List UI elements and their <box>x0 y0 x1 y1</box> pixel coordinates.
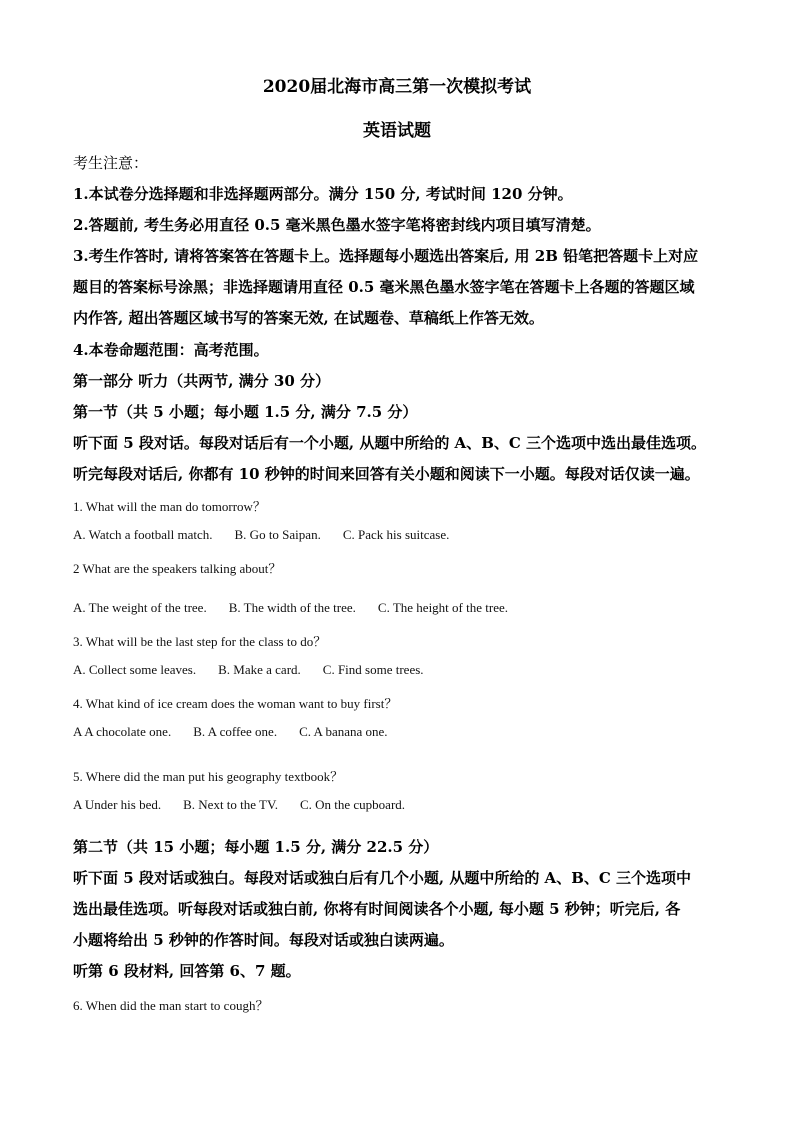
notice-item: 2.答题前, 考生务必用直径 0.5 毫米黑色墨水签字笔将密封线内项目填写清楚。 <box>73 216 601 234</box>
section2-instruction: 听下面 5 段对话或独白。每段对话或独白后有几个小题, 从题中所给的 A、B、C 三个选项中 <box>73 869 692 887</box>
question-6: 6. When did the man start to cough？ <box>73 998 269 1013</box>
options-row <box>73 797 427 813</box>
notice-item: 3.考生作答时, 请将答案答在答题卡上。选择题每小题选出答案后, 用 2B 铅笔把答题卡上对应 <box>73 247 699 265</box>
option-b: B. A coffee one. <box>193 724 278 739</box>
options-row <box>73 527 471 543</box>
part1-heading: 第一部分 听力（共两节, 满分 30 分） <box>73 372 330 390</box>
option-c: C. Pack his suitcase. <box>342 527 450 542</box>
section1-heading: 第一节（共 5 小题；每小题 1.5 分, 满分 7.5 分） <box>73 403 418 421</box>
section2-instruction: 选出最佳选项。听每段对话或独白前, 你将有时间阅读各个小题, 每小题 5 秒钟；听完后, 各 <box>73 900 681 918</box>
section1-instruction: 听下面 5 段对话。每段对话后有一个小题, 从题中所给的 A、B、C 三个选项中选出最佳选项。 <box>73 434 707 452</box>
section1-instruction: 听完每段对话后, 你都有 10 秒钟的时间来回答有关小题和阅读下一小题。每段对话仅读一遍。 <box>73 465 700 483</box>
section2-heading: 第二节（共 15 小题；每小题 1.5 分, 满分 22.5 分） <box>73 838 439 856</box>
option-a: A. Collect some leaves. <box>73 662 197 677</box>
option-b: B. Make a card. <box>218 662 301 677</box>
option-a: A. The weight of the tree. <box>73 600 207 615</box>
exam-subtitle: 英语试题 <box>363 121 431 141</box>
notice-item: 4.本卷命题范围：高考范围。 <box>73 341 269 359</box>
question-5: 5. Where did the man put his geography textbook？ <box>73 769 344 784</box>
option-b: B. Go to Saipan. <box>234 527 321 542</box>
notice-item: 题目的答案标号涂黑；非选择题请用直径 0.5 毫米黑色墨水签字笔在答题卡上各题的答题区域 <box>73 278 695 296</box>
question-1: 1. What will the man do tomorrow？ <box>73 499 266 514</box>
notice-heading: 考生注意： <box>73 154 149 172</box>
material-heading: 听第 6 段材料, 回答第 6、7 题。 <box>73 962 301 980</box>
section2-instruction: 小题将给出 5 秒钟的作答时间。每段对话或独白读两遍。 <box>73 931 454 949</box>
notice-item: 1.本试卷分选择题和非选择题两部分。满分 150 分, 考试时间 120 分钟。 <box>73 185 573 203</box>
option-a: A A chocolate one. <box>73 724 172 739</box>
question-3: 3. What will be the last step for the class to do？ <box>73 634 327 649</box>
option-b: B. The width of the tree. <box>228 600 356 615</box>
notice-item: 内作答, 超出答题区域书写的答案无效, 在试题卷、草稿纸上作答无效。 <box>73 309 544 327</box>
options-row <box>73 662 446 678</box>
options-row <box>73 600 530 616</box>
option-c: C. Find some trees. <box>322 662 424 677</box>
option-c: C. A banana one. <box>299 724 388 739</box>
option-a: A Under his bed. <box>73 797 162 812</box>
option-b: B. Next to the TV. <box>183 797 278 812</box>
option-c: C. On the cupboard. <box>299 797 406 812</box>
options-row <box>73 724 410 740</box>
option-a: A. Watch a football match. <box>73 527 213 542</box>
option-c: C. The height of the tree. <box>377 600 508 615</box>
exam-title: 2020届北海市高三第一次模拟考试 <box>262 77 532 97</box>
question-4: 4. What kind of ice cream does the woman want to buy first？ <box>73 696 398 711</box>
question-2: 2 What are the speakers talking about？ <box>73 561 282 576</box>
